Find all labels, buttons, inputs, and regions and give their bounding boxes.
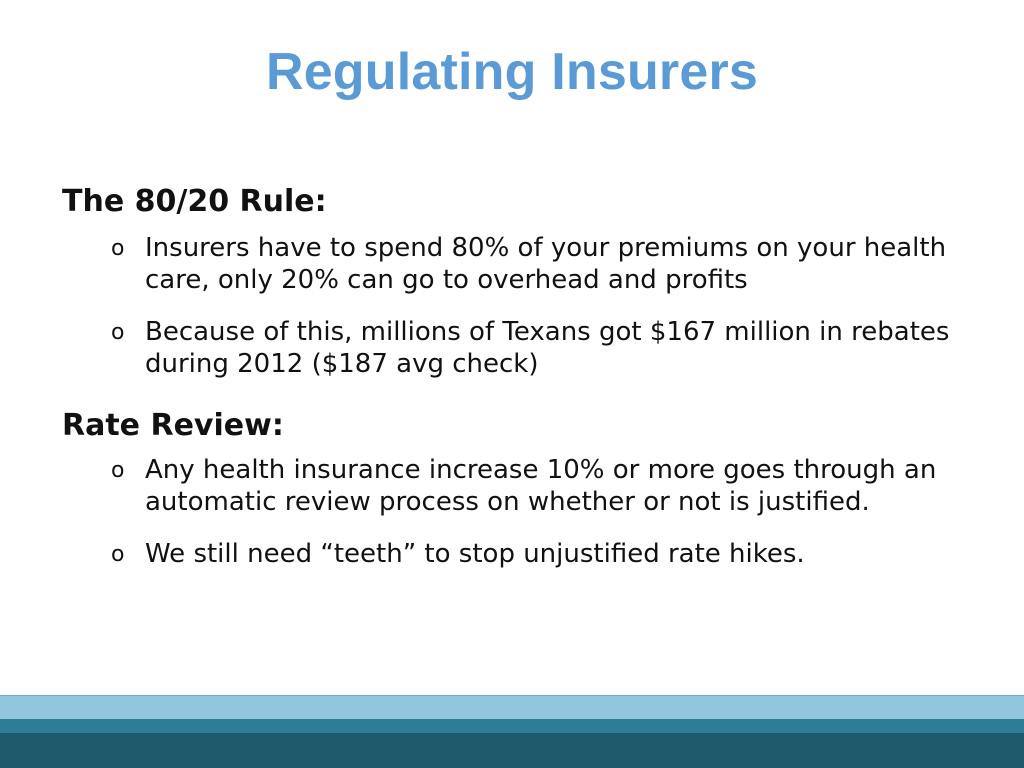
list-item — [62, 454, 982, 518]
section-heading: Rate Review: — [62, 408, 284, 443]
section-80-20-rule — [62, 182, 982, 380]
bullet-marker-icon: o — [111, 320, 125, 345]
bullet-text: We still need “teeth” to stop unjustified rate hikes. — [145, 539, 805, 569]
bullet-list — [62, 232, 982, 380]
list-item — [62, 316, 982, 380]
footer-band-light — [0, 695, 1024, 720]
slide-title: Regulating Insurers — [265, 43, 759, 101]
bullet-text: Because of this, millions of Texans got $167 million in rebates during 2012 ($187 avg check) — [145, 317, 950, 379]
footer-band-mid — [0, 719, 1024, 733]
bullet-list — [62, 454, 982, 570]
slide-body — [62, 182, 982, 570]
bullet-text: Any health insurance increase 10% or more goes through an automatic review process on whether or not is justified. — [145, 455, 937, 517]
bullet-marker-icon: o — [111, 542, 125, 567]
section-rate-review — [62, 406, 982, 570]
bullet-text: Insurers have to spend 80% of your premiums on your health care, only 20% can go to overhead and profits — [145, 233, 947, 295]
bullet-marker-icon: o — [111, 458, 125, 483]
footer-band-dark — [0, 733, 1024, 768]
section-heading: The 80/20 Rule: — [62, 184, 327, 219]
bullet-marker-icon: o — [111, 236, 125, 261]
list-item — [62, 538, 982, 570]
list-item — [62, 232, 982, 296]
